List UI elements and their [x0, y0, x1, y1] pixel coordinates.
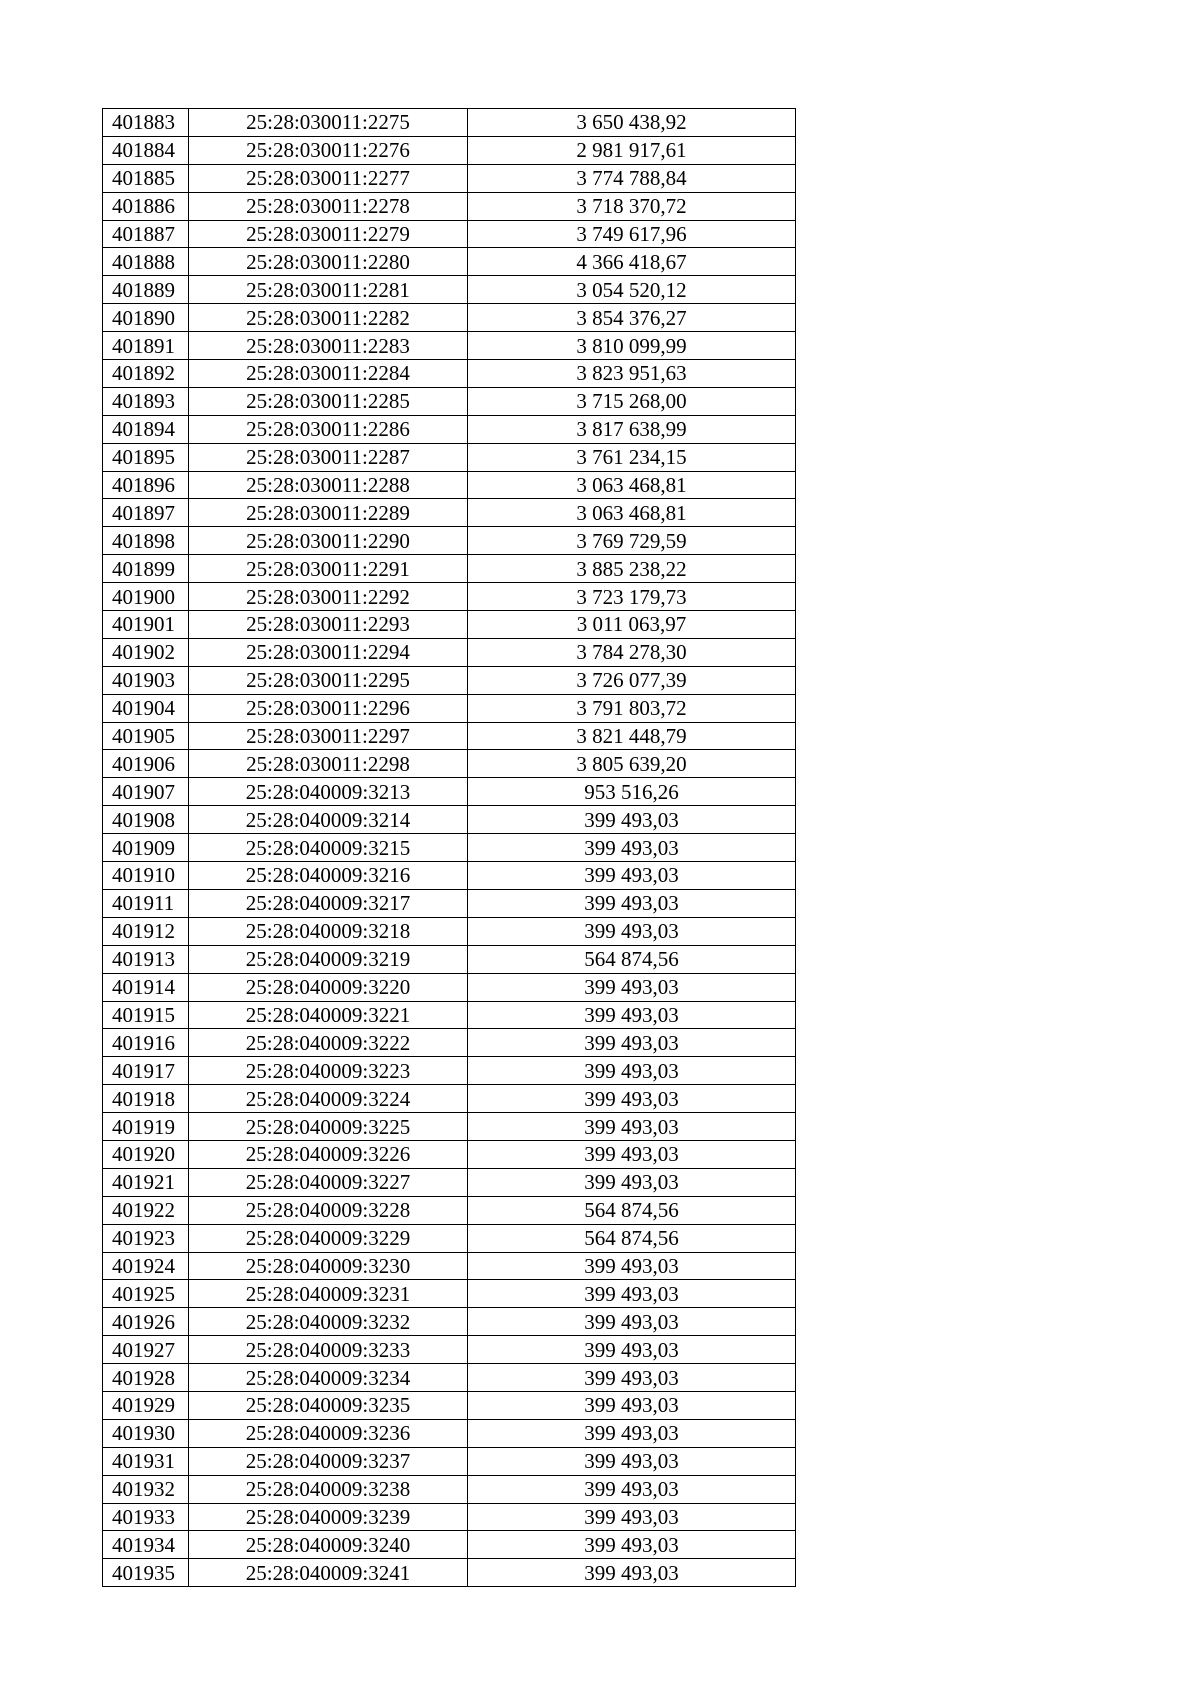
- cadastral-number-cell: 25:28:030011:2279: [189, 220, 468, 248]
- record-number-cell: 401920: [103, 1140, 189, 1168]
- cadastral-value-cell: 3 749 617,96: [468, 220, 796, 248]
- cadastral-value-cell: 399 493,03: [468, 1140, 796, 1168]
- cadastral-value-cell: 399 493,03: [468, 1001, 796, 1029]
- cadastral-number-cell: 25:28:040009:3237: [189, 1447, 468, 1475]
- record-number-cell: 401932: [103, 1475, 189, 1503]
- cadastral-number-cell: 25:28:040009:3219: [189, 945, 468, 973]
- cadastral-number-cell: 25:28:040009:3235: [189, 1391, 468, 1419]
- table-row: [103, 806, 796, 834]
- cadastral-number-cell: 25:28:030011:2278: [189, 192, 468, 220]
- cadastral-value-cell: 399 493,03: [468, 1308, 796, 1336]
- table-row: [103, 1531, 796, 1559]
- cadastral-value-cell: 953 516,26: [468, 778, 796, 806]
- record-number-cell: 401934: [103, 1531, 189, 1559]
- cadastral-number-cell: 25:28:040009:3231: [189, 1280, 468, 1308]
- table-row: [103, 1447, 796, 1475]
- table-row: [103, 638, 796, 666]
- cadastral-value-cell: 399 493,03: [468, 1391, 796, 1419]
- table-row: [103, 1113, 796, 1141]
- record-number-cell: 401908: [103, 806, 189, 834]
- cadastral-value-cell: 3 063 468,81: [468, 471, 796, 499]
- cadastral-number-cell: 25:28:030011:2277: [189, 164, 468, 192]
- cadastral-number-cell: 25:28:030011:2298: [189, 750, 468, 778]
- cadastral-value-cell: 3 817 638,99: [468, 415, 796, 443]
- table-row: [103, 1252, 796, 1280]
- record-number-cell: 401885: [103, 164, 189, 192]
- table-row: [103, 1364, 796, 1392]
- cadastral-value-cell: 3 726 077,39: [468, 666, 796, 694]
- cadastral-value-cell: 399 493,03: [468, 1168, 796, 1196]
- cadastral-value-cell: 564 874,56: [468, 1196, 796, 1224]
- cadastral-value-cell: 3 723 179,73: [468, 583, 796, 611]
- table-row: [103, 1196, 796, 1224]
- cadastral-number-cell: 25:28:030011:2283: [189, 332, 468, 360]
- record-number-cell: 401925: [103, 1280, 189, 1308]
- cadastral-value-cell: 3 650 438,92: [468, 109, 796, 137]
- cadastral-number-cell: 25:28:040009:3232: [189, 1308, 468, 1336]
- table-body: [103, 109, 796, 1587]
- table-row: [103, 1029, 796, 1057]
- table-row: [103, 443, 796, 471]
- cadastral-number-cell: 25:28:040009:3230: [189, 1252, 468, 1280]
- table-row: [103, 1308, 796, 1336]
- cadastral-number-cell: 25:28:040009:3234: [189, 1364, 468, 1392]
- table-row: [103, 1224, 796, 1252]
- cadastral-value-cell: 564 874,56: [468, 945, 796, 973]
- record-number-cell: 401933: [103, 1503, 189, 1531]
- cadastral-value-cell: 399 493,03: [468, 973, 796, 1001]
- cadastral-value-cell: 399 493,03: [468, 834, 796, 862]
- record-number-cell: 401893: [103, 387, 189, 415]
- cadastral-number-cell: 25:28:030011:2290: [189, 527, 468, 555]
- record-number-cell: 401887: [103, 220, 189, 248]
- table-row: [103, 862, 796, 890]
- record-number-cell: 401907: [103, 778, 189, 806]
- table-row: [103, 387, 796, 415]
- cadastral-number-cell: 25:28:030011:2276: [189, 136, 468, 164]
- cadastral-number-cell: 25:28:040009:3216: [189, 862, 468, 890]
- table-row: [103, 471, 796, 499]
- cadastral-number-cell: 25:28:030011:2291: [189, 555, 468, 583]
- table-row: [103, 1419, 796, 1447]
- table-row: [103, 1559, 796, 1587]
- record-number-cell: 401898: [103, 527, 189, 555]
- table-row: [103, 778, 796, 806]
- table-row: [103, 527, 796, 555]
- cadastral-value-cell: 399 493,03: [468, 1252, 796, 1280]
- cadastral-value-cell: 3 063 468,81: [468, 499, 796, 527]
- record-number-cell: 401906: [103, 750, 189, 778]
- table-row: [103, 973, 796, 1001]
- cadastral-number-cell: 25:28:030011:2294: [189, 638, 468, 666]
- record-number-cell: 401891: [103, 332, 189, 360]
- table-row: [103, 1001, 796, 1029]
- table-row: [103, 192, 796, 220]
- cadastral-number-cell: 25:28:030011:2292: [189, 583, 468, 611]
- cadastral-value-cell: 399 493,03: [468, 917, 796, 945]
- table-row: [103, 694, 796, 722]
- cadastral-number-cell: 25:28:040009:3221: [189, 1001, 468, 1029]
- table-row: [103, 164, 796, 192]
- cadastral-number-cell: 25:28:040009:3220: [189, 973, 468, 1001]
- record-number-cell: 401916: [103, 1029, 189, 1057]
- cadastral-number-cell: 25:28:030011:2289: [189, 499, 468, 527]
- cadastral-number-cell: 25:28:040009:3213: [189, 778, 468, 806]
- cadastral-number-cell: 25:28:040009:3238: [189, 1475, 468, 1503]
- cadastral-value-cell: 3 774 788,84: [468, 164, 796, 192]
- cadastral-value-cell: 399 493,03: [468, 1447, 796, 1475]
- record-number-cell: 401904: [103, 694, 189, 722]
- record-number-cell: 401902: [103, 638, 189, 666]
- record-number-cell: 401903: [103, 666, 189, 694]
- record-number-cell: 401913: [103, 945, 189, 973]
- cadastral-number-cell: 25:28:030011:2284: [189, 360, 468, 388]
- cadastral-value-cell: 399 493,03: [468, 1503, 796, 1531]
- record-number-cell: 401910: [103, 862, 189, 890]
- cadastral-value-cell: 3 791 803,72: [468, 694, 796, 722]
- table-row: [103, 415, 796, 443]
- cadastral-value-cell: 3 761 234,15: [468, 443, 796, 471]
- cadastral-value-cell: 3 821 448,79: [468, 722, 796, 750]
- record-number-cell: 401928: [103, 1364, 189, 1392]
- cadastral-number-cell: 25:28:030011:2297: [189, 722, 468, 750]
- cadastral-number-cell: 25:28:030011:2285: [189, 387, 468, 415]
- record-number-cell: 401918: [103, 1085, 189, 1113]
- table-row: [103, 1503, 796, 1531]
- cadastral-number-cell: 25:28:040009:3227: [189, 1168, 468, 1196]
- table-row: [103, 917, 796, 945]
- cadastral-number-cell: 25:28:040009:3241: [189, 1559, 468, 1587]
- record-number-cell: 401886: [103, 192, 189, 220]
- record-number-cell: 401919: [103, 1113, 189, 1141]
- cadastral-number-cell: 25:28:030011:2296: [189, 694, 468, 722]
- table-row: [103, 583, 796, 611]
- cadastral-number-cell: 25:28:040009:3217: [189, 889, 468, 917]
- cadastral-number-cell: 25:28:040009:3214: [189, 806, 468, 834]
- record-number-cell: 401905: [103, 722, 189, 750]
- cadastral-value-table: [102, 108, 796, 1587]
- record-number-cell: 401922: [103, 1196, 189, 1224]
- table-row: [103, 276, 796, 304]
- cadastral-value-cell: 3 011 063,97: [468, 611, 796, 639]
- cadastral-number-cell: 25:28:030011:2275: [189, 109, 468, 137]
- cadastral-value-cell: 3 784 278,30: [468, 638, 796, 666]
- table-row: [103, 332, 796, 360]
- cadastral-value-cell: 399 493,03: [468, 1419, 796, 1447]
- cadastral-value-cell: 399 493,03: [468, 1475, 796, 1503]
- table-row: [103, 304, 796, 332]
- table-row: [103, 1336, 796, 1364]
- table-row: [103, 834, 796, 862]
- record-number-cell: 401894: [103, 415, 189, 443]
- cadastral-number-cell: 25:28:040009:3225: [189, 1113, 468, 1141]
- cadastral-number-cell: 25:28:040009:3240: [189, 1531, 468, 1559]
- cadastral-number-cell: 25:28:030011:2286: [189, 415, 468, 443]
- cadastral-value-cell: 399 493,03: [468, 1057, 796, 1085]
- table-row: [103, 1475, 796, 1503]
- record-number-cell: 401924: [103, 1252, 189, 1280]
- cadastral-value-cell: 399 493,03: [468, 1336, 796, 1364]
- record-number-cell: 401909: [103, 834, 189, 862]
- cadastral-number-cell: 25:28:030011:2288: [189, 471, 468, 499]
- record-number-cell: 401915: [103, 1001, 189, 1029]
- record-number-cell: 401892: [103, 360, 189, 388]
- record-number-cell: 401895: [103, 443, 189, 471]
- record-number-cell: 401929: [103, 1391, 189, 1419]
- table-row: [103, 109, 796, 137]
- record-number-cell: 401931: [103, 1447, 189, 1475]
- cadastral-value-cell: 3 810 099,99: [468, 332, 796, 360]
- record-number-cell: 401899: [103, 555, 189, 583]
- record-number-cell: 401930: [103, 1419, 189, 1447]
- table-row: [103, 889, 796, 917]
- cadastral-value-cell: 3 718 370,72: [468, 192, 796, 220]
- cadastral-value-cell: 399 493,03: [468, 1085, 796, 1113]
- table-row: [103, 722, 796, 750]
- cadastral-number-cell: 25:28:040009:3223: [189, 1057, 468, 1085]
- cadastral-value-cell: 399 493,03: [468, 1113, 796, 1141]
- table-row: [103, 1085, 796, 1113]
- cadastral-value-cell: 4 366 418,67: [468, 248, 796, 276]
- cadastral-number-cell: 25:28:030011:2281: [189, 276, 468, 304]
- cadastral-number-cell: 25:28:040009:3215: [189, 834, 468, 862]
- table-row: [103, 220, 796, 248]
- record-number-cell: 401911: [103, 889, 189, 917]
- record-number-cell: 401897: [103, 499, 189, 527]
- table-row: [103, 1140, 796, 1168]
- cadastral-number-cell: 25:28:040009:3226: [189, 1140, 468, 1168]
- cadastral-number-cell: 25:28:040009:3228: [189, 1196, 468, 1224]
- cadastral-value-cell: 3 805 639,20: [468, 750, 796, 778]
- cadastral-value-cell: 399 493,03: [468, 1029, 796, 1057]
- table-row: [103, 611, 796, 639]
- cadastral-number-cell: 25:28:040009:3233: [189, 1336, 468, 1364]
- cadastral-number-cell: 25:28:040009:3236: [189, 1419, 468, 1447]
- record-number-cell: 401927: [103, 1336, 189, 1364]
- record-number-cell: 401935: [103, 1559, 189, 1587]
- record-number-cell: 401917: [103, 1057, 189, 1085]
- record-number-cell: 401888: [103, 248, 189, 276]
- cadastral-value-cell: 3 885 238,22: [468, 555, 796, 583]
- record-number-cell: 401901: [103, 611, 189, 639]
- table-row: [103, 1391, 796, 1419]
- cadastral-number-cell: 25:28:030011:2282: [189, 304, 468, 332]
- record-number-cell: 401884: [103, 136, 189, 164]
- cadastral-number-cell: 25:28:040009:3222: [189, 1029, 468, 1057]
- record-number-cell: 401926: [103, 1308, 189, 1336]
- cadastral-value-cell: 399 493,03: [468, 1280, 796, 1308]
- table-row: [103, 750, 796, 778]
- table-row: [103, 945, 796, 973]
- cadastral-value-cell: 399 493,03: [468, 862, 796, 890]
- cadastral-value-cell: 3 715 268,00: [468, 387, 796, 415]
- cadastral-value-cell: 3 769 729,59: [468, 527, 796, 555]
- table-row: [103, 248, 796, 276]
- record-number-cell: 401883: [103, 109, 189, 137]
- cadastral-value-cell: 3 854 376,27: [468, 304, 796, 332]
- cadastral-number-cell: 25:28:030011:2280: [189, 248, 468, 276]
- record-number-cell: 401896: [103, 471, 189, 499]
- record-number-cell: 401921: [103, 1168, 189, 1196]
- cadastral-value-cell: 3 823 951,63: [468, 360, 796, 388]
- cadastral-value-cell: 399 493,03: [468, 806, 796, 834]
- table-row: [103, 499, 796, 527]
- record-number-cell: 401900: [103, 583, 189, 611]
- cadastral-number-cell: 25:28:040009:3224: [189, 1085, 468, 1113]
- record-number-cell: 401914: [103, 973, 189, 1001]
- record-number-cell: 401889: [103, 276, 189, 304]
- table-row: [103, 360, 796, 388]
- cadastral-number-cell: 25:28:040009:3229: [189, 1224, 468, 1252]
- cadastral-number-cell: 25:28:030011:2293: [189, 611, 468, 639]
- table-row: [103, 555, 796, 583]
- cadastral-value-cell: 2 981 917,61: [468, 136, 796, 164]
- cadastral-number-cell: 25:28:030011:2295: [189, 666, 468, 694]
- cadastral-value-cell: 399 493,03: [468, 1531, 796, 1559]
- cadastral-number-cell: 25:28:040009:3239: [189, 1503, 468, 1531]
- cadastral-number-cell: 25:28:030011:2287: [189, 443, 468, 471]
- record-number-cell: 401923: [103, 1224, 189, 1252]
- table-row: [103, 1057, 796, 1085]
- record-number-cell: 401890: [103, 304, 189, 332]
- cadastral-value-cell: 3 054 520,12: [468, 276, 796, 304]
- cadastral-value-cell: 399 493,03: [468, 1364, 796, 1392]
- cadastral-value-cell: 564 874,56: [468, 1224, 796, 1252]
- table-row: [103, 136, 796, 164]
- cadastral-number-cell: 25:28:040009:3218: [189, 917, 468, 945]
- cadastral-value-cell: 399 493,03: [468, 1559, 796, 1587]
- table-row: [103, 1168, 796, 1196]
- table-row: [103, 1280, 796, 1308]
- cadastral-value-cell: 399 493,03: [468, 889, 796, 917]
- table-row: [103, 666, 796, 694]
- record-number-cell: 401912: [103, 917, 189, 945]
